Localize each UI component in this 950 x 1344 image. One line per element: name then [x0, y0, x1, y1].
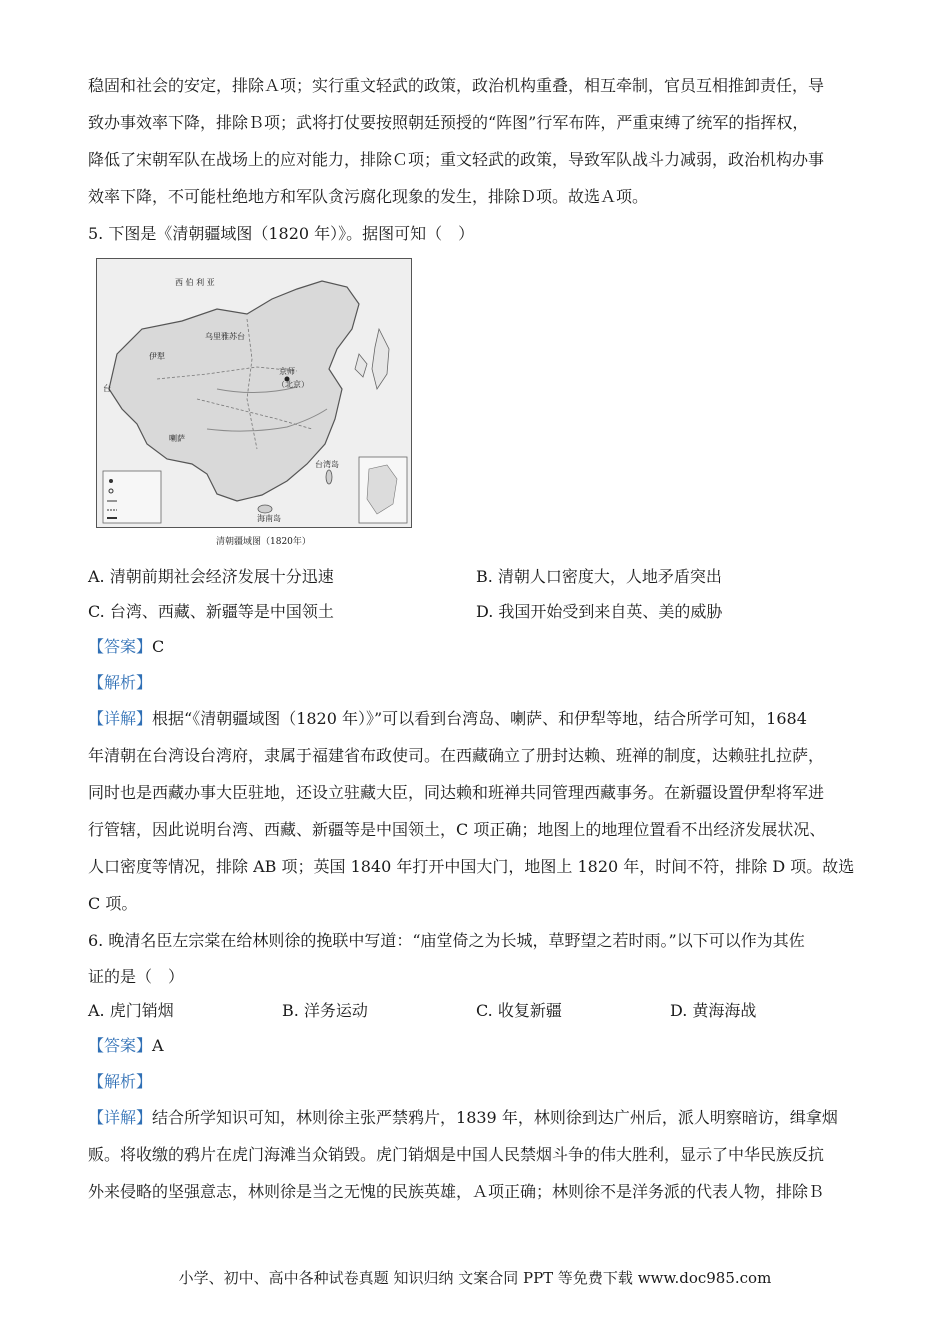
page-footer: 小学、初中、高中各种试卷真题 知识归纳 文案合同 PPT 等免费下载 www.doc985.com: [178, 1269, 772, 1287]
q5-detail-line: 人口密度等情况，排除 AB 项；英国 1840 年打开中国大门，地图上 1820 年，时间不符，排除 D 项。故选: [88, 857, 855, 876]
map-label-hainan: 海南岛: [257, 514, 281, 523]
answer-tag: 【答案】: [88, 637, 153, 656]
q6-option-c: C. 收复新疆: [476, 1001, 562, 1020]
q6-detail-line: 外来侵略的坚强意志，林则徐是当之无愧的民族英雄，Ａ项正确；林则徐不是洋务派的代表人物，排除Ｂ: [88, 1182, 825, 1201]
question-6-stem: 6. 晚清名臣左宗棠在给林则徐的挽联中写道：“庙堂倚之为长城，草野望之若时雨。”以下可以作为其佐: [88, 931, 805, 950]
answer-tag: 【答案】: [88, 1036, 153, 1055]
map-label-jingshi: 京师: [279, 367, 295, 376]
question-6-stem: 证的是（ ）: [88, 967, 185, 986]
paragraph-line: 致办事效率下降，排除Ｂ项；武将打仗要按照朝廷预授的“阵图”行军布阵，严重束缚了统军的指挥权，: [88, 113, 809, 132]
q6-option-b: B. 洋务运动: [282, 1001, 368, 1020]
map-label-lhasa: 喇萨: [169, 434, 185, 443]
q5-detail-line: [88, 708, 807, 730]
q5-detail-text: 根据“《清朝疆域图（1820 年）》”可以看到台湾岛、喇萨、和伊犁等地，结合所学可知，1684: [152, 709, 807, 728]
q6-detail-line: [88, 1107, 838, 1129]
q6-analysis-tag: 【解析】: [88, 1072, 153, 1091]
q5-detail-line: C 项。: [88, 894, 138, 913]
map-label-tai: 台: [103, 384, 111, 393]
q5-analysis-tag: 【解析】: [88, 673, 153, 692]
q5-option-b: B. 清朝人口密度大，人地矛盾突出: [476, 567, 722, 586]
detail-tag: 【详解】: [88, 709, 153, 728]
q6-detail-text: 结合所学知识可知，林则徐主张严禁鸦片，1839 年，林则徐到达广州后，派人明察暗访，缉拿烟: [152, 1108, 838, 1127]
q5-answer-line: [88, 636, 164, 658]
paragraph-line: 效率下降，不可能杜绝地方和军队贪污腐化现象的发生，排除Ｄ项。故选Ａ项。: [88, 187, 649, 206]
question-5-stem: 5. 下图是《清朝疆域图（1820 年）》。据图可知（ ）: [88, 224, 475, 243]
map-label-uliastai: 乌里雅苏台: [205, 332, 245, 341]
q5-option-d: D. 我国开始受到来自英、美的威胁: [476, 602, 723, 621]
q5-option-a: A. 清朝前期社会经济发展十分迅速: [88, 567, 334, 586]
q6-answer-line: [88, 1035, 164, 1057]
detail-tag: 【详解】: [88, 1108, 153, 1127]
q6-option-d: D. 黄海海战: [670, 1001, 757, 1020]
map-graphic: [97, 259, 411, 527]
q5-detail-line: 同时也是西藏办事大臣驻地，还设立驻藏大臣，同达赖和班禅共同管理西藏事务。在新疆设置伊犁将军进: [88, 783, 825, 802]
paragraph-line: 降低了宋朝军队在战场上的应对能力，排除Ｃ项；重文轻武的政策，导致军队战斗力减弱，政治机构办事: [88, 150, 825, 169]
q6-option-a: A. 虎门销烟: [88, 1001, 174, 1020]
map-label-yili: 伊犁: [149, 352, 165, 361]
qing-territory-map: [96, 258, 412, 528]
map-label-beijing: （北京）: [277, 380, 309, 389]
q5-answer: C: [152, 637, 165, 656]
paragraph-line: 稳固和社会的安定，排除Ａ项；实行重文轻武的政策，政治机构重叠，相互牵制，官员互相推卸责任，导: [88, 76, 825, 95]
q5-option-c: C. 台湾、西藏、新疆等是中国领土: [88, 602, 334, 621]
q6-answer: A: [152, 1036, 164, 1055]
map-label-taiwan: 台湾岛: [315, 460, 339, 469]
q5-detail-line: 行管辖，因此说明台湾、西藏、新疆等是中国领土，C 项正确；地图上的地理位置看不出经济发展状况、: [88, 820, 826, 839]
map-label-siberia: 西 伯 利 亚: [175, 278, 215, 287]
q5-detail-line: 年清朝在台湾设台湾府，隶属于福建省布政使司。在西藏确立了册封达赖、班禅的制度，达赖驻扎拉萨，: [88, 746, 825, 765]
map-caption: 清朝疆域图（1820年）: [216, 537, 311, 547]
q6-detail-line: 贩。将收缴的鸦片在虎门海滩当众销毁。虎门销烟是中国人民禁烟斗争的伟大胜利，显示了中华民族反抗: [88, 1145, 825, 1164]
